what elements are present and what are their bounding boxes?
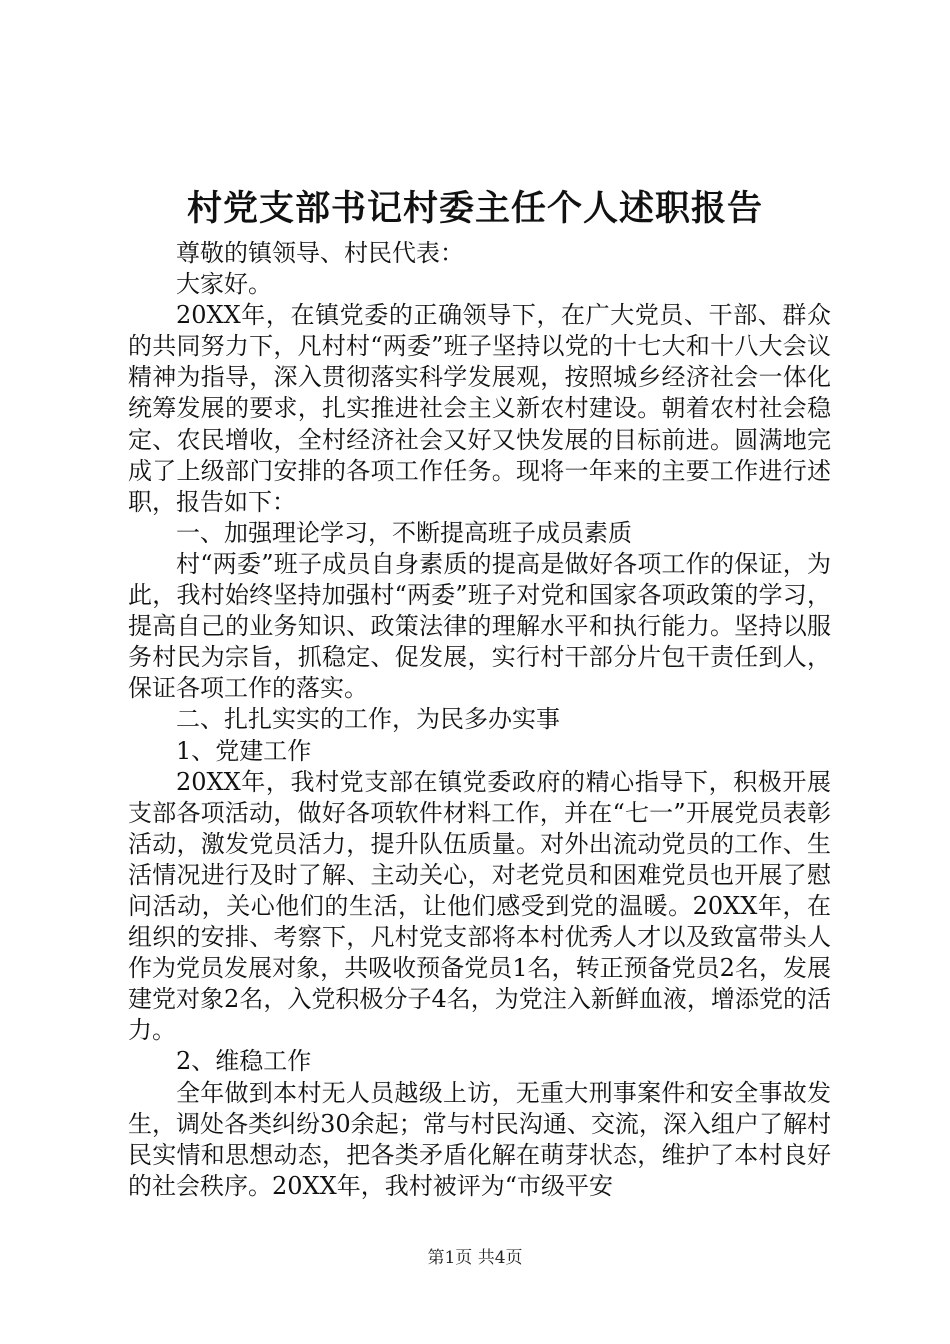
party-building-paragraph: 20XX年，我村党支部在镇党委政府的精心指导下，积极开展支部各项活动，做好各项软件材料工作，并在“七一”开展党员表彰活动，激发党员活力，提升队伍质量。对外出流动党员的工作、生活情况进行及时了解、主动关心，对老党员和困难党员也开展了慰问活动，关心他们的生活，让他们感受到党的温暖。20XX年，在组织的安排、考察下，凡村党支部将本村优秀人才以及致富带头人作为党员发展对象，共吸收预备党员1名，转正预备党员2名，发展建党对象2名，入党积极分子4名，为党注入新鲜血液，增添党的活力。 [128, 767, 831, 1045]
section-1-paragraph: 村“两委”班子成员自身素质的提高是做好各项工作的保证，为此，我村始终坚持加强村“两委”班子对党和国家各项政策的学习，提高自己的业务知识、政策法律的理解水平和执行能力。坚持以服务村民为宗旨，抓稳定、促发展，实行村干部分片包干责任到人，保证各项工作的落实。 [128, 549, 831, 703]
document-title: 村党支部书记村委主任个人述职报告 [186, 188, 763, 229]
subsection-heading-stability: 2、维稳工作 [176, 1047, 312, 1076]
section-heading-2: 二、扎扎实实的工作，为民多办实事 [176, 705, 560, 734]
section-heading-1: 一、加强理论学习，不断提高班子成员素质 [176, 518, 632, 547]
subsection-heading-party-building: 1、党建工作 [176, 736, 312, 765]
greeting: 大家好。 [176, 270, 272, 299]
salutation: 尊敬的镇领导、村民代表： [176, 239, 464, 267]
intro-paragraph: 20XX年，在镇党委的正确领导下，在广大党员、干部、群众的共同努力下，凡村村“两委”班子坚持以党的十七大和十八大会议精神为指导，深入贯彻落实科学发展观，按照城乡经济社会一体化统筹发展的要求，扎实推进社会主义新农村建设。朝着农村社会稳定、农民增收，全村经济社会又好又快发展的目标前进。圆满地完成了上级部门安排的各项工作任务。现将一年来的主要工作进行述职，报告如下： [128, 301, 831, 516]
page-number-footer: 第1页 共4页 [427, 1248, 523, 1268]
document-body [128, 238, 831, 1202]
stability-paragraph: 全年做到本村无人员越级上访，无重大刑事案件和安全事故发生，调处各类纠纷30余起；常与村民沟通、交流，深入组户了解村民实情和思想动态，把各类矛盾化解在萌芽状态，维护了本村良好的社会秩序。20XX年，我村被评为“市级平安 [128, 1078, 831, 1200]
